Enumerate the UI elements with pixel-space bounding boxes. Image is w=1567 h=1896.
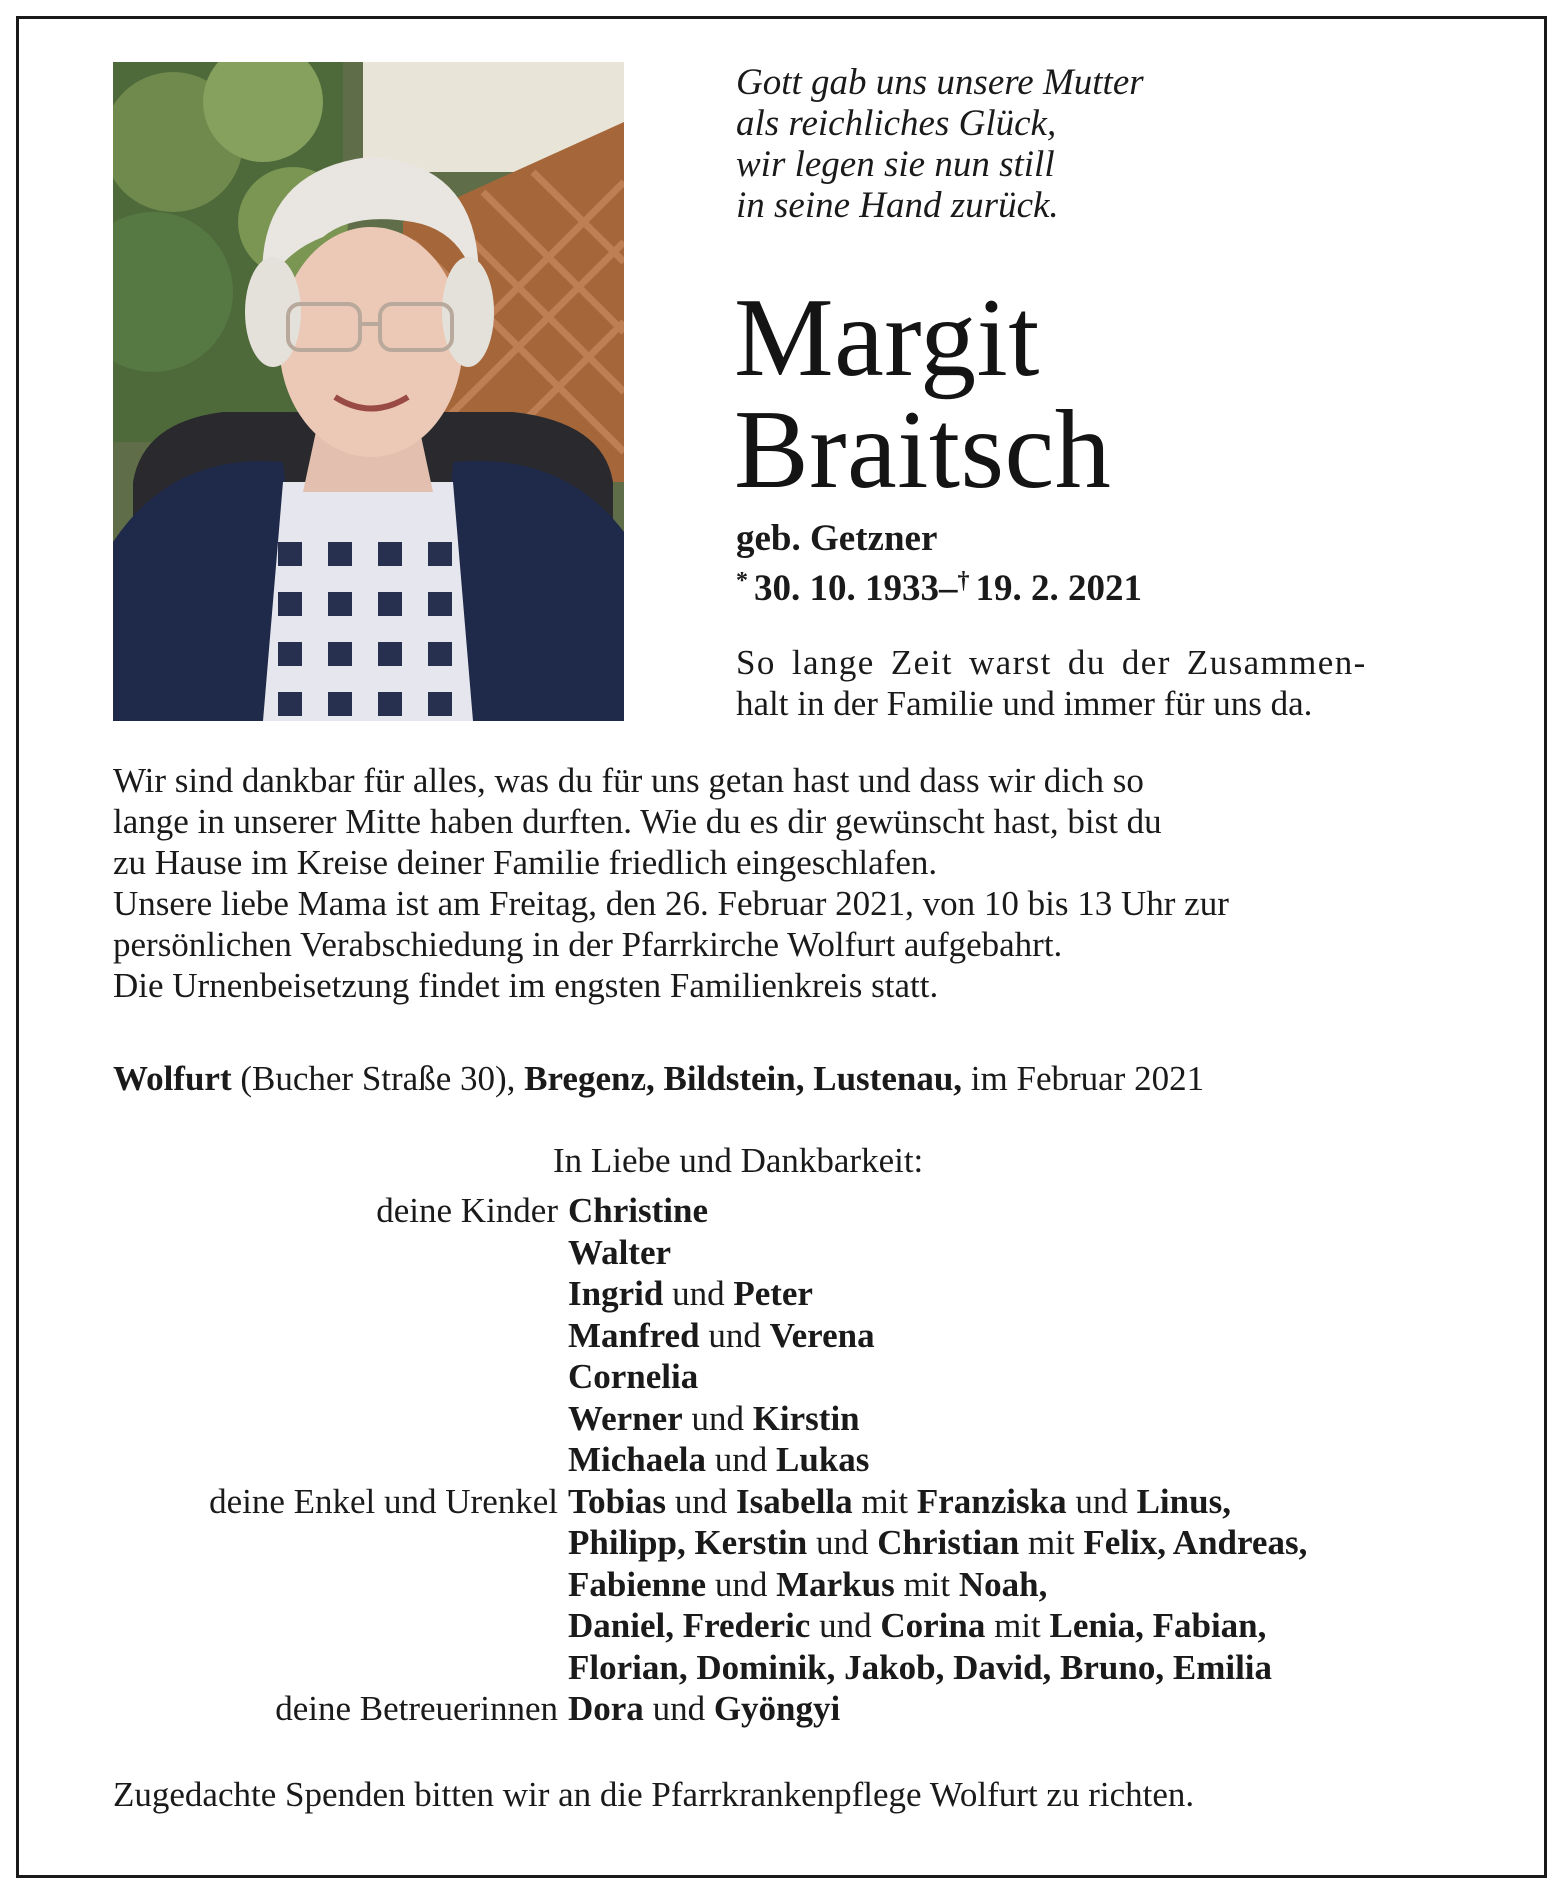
paragraph-line: Die Urnenbeisetzung findet im engsten Familienkreis statt. — [113, 966, 939, 1005]
conjunction: und — [699, 1315, 770, 1355]
conjunction: und — [1066, 1481, 1137, 1521]
conjunction: und — [810, 1606, 881, 1645]
mourner-name: Markus — [776, 1564, 895, 1604]
poem-line: wir legen sie nun still — [736, 144, 1055, 185]
mourner-name: Ingrid — [568, 1274, 664, 1313]
mourner-name: Gyöngyi — [713, 1689, 841, 1728]
conjunction: und — [807, 1523, 878, 1562]
intro-text — [736, 642, 1456, 724]
mourner-name: Lukas — [776, 1440, 870, 1479]
poem-line: als reichliches Glück, — [736, 103, 1057, 144]
conjunction: mit — [894, 1564, 959, 1604]
children-label: deine Kinder — [376, 1191, 558, 1230]
paragraph-line: persönlichen Verabschiedung in der Pfarrkirche Wolfurt aufgebahrt. — [113, 925, 1063, 964]
address: (Bucher Straße 30), — [231, 1059, 525, 1098]
death-symbol: † — [957, 568, 970, 594]
birth-date: 30. 10. 1933 — [754, 568, 939, 609]
poem-line: Gott gab uns unsere Mutter — [736, 62, 1144, 103]
paragraph-line: lange in unserer Mitte haben durften. Wie du es dir gewünscht hast, bist du — [113, 802, 1162, 841]
conjunction: mit — [852, 1481, 917, 1521]
mourner-name: Michaela — [568, 1440, 707, 1479]
mourner-name: Linus, — [1136, 1481, 1231, 1521]
mourner-name: Cornelia — [568, 1357, 699, 1396]
mourner-name: Christine — [568, 1191, 708, 1230]
mourner-name: Florian, Dominik, Jakob, David, Bruno, Emilia — [568, 1647, 1273, 1687]
children-group — [100, 1190, 1520, 1481]
caregivers-label: deine Betreuerinnen — [275, 1689, 558, 1728]
poem-line: in seine Hand zurück. — [736, 185, 1059, 226]
mourner-name: Fabienne — [568, 1564, 707, 1604]
notice-date: im Februar 2021 — [962, 1059, 1205, 1098]
mourner-name: Philipp, Kerstin — [568, 1523, 808, 1562]
life-dates — [736, 560, 1142, 610]
conjunction: und — [706, 1564, 777, 1604]
mourner-name: Corina — [880, 1606, 986, 1645]
poem — [736, 62, 1496, 226]
conjunction: und — [663, 1274, 734, 1313]
date-dash: – — [939, 568, 958, 609]
conjunction: und — [682, 1398, 753, 1438]
birth-name: geb. Getzner — [736, 518, 938, 559]
mourner-name: Kirstin — [752, 1398, 860, 1438]
town: Wolfurt — [113, 1059, 232, 1098]
paragraph-line: zu Hause im Kreise deiner Familie friedlich eingeschlafen. — [113, 843, 938, 882]
mourner-name: Dora — [568, 1689, 644, 1728]
main-paragraph — [113, 760, 1493, 1006]
birth-symbol: * — [736, 568, 748, 594]
mourner-name: Verena — [769, 1315, 875, 1355]
mourner-name: Christian — [877, 1523, 1020, 1562]
intro-line: halt in der Familie und immer für uns da. — [736, 684, 1313, 723]
place-and-date — [113, 1058, 1204, 1100]
paragraph-line: Wir sind dankbar für alles, was du für uns getan hast und dass wir dich so — [113, 761, 1144, 800]
mourner-name: Franziska — [916, 1481, 1067, 1521]
mourner-name: Lenia, Fabian, — [1049, 1606, 1267, 1645]
mourner-name: Peter — [733, 1274, 813, 1313]
mourner-name: Isabella — [735, 1481, 853, 1521]
mourners-heading: In Liebe und Dankbarkeit: — [553, 1141, 924, 1180]
paragraph-line: Unsere liebe Mama ist am Freitag, den 26. Februar 2021, von 10 bis 13 Uhr zur — [113, 884, 1229, 923]
conjunction: mit — [985, 1606, 1050, 1645]
mourner-name: Walter — [568, 1232, 672, 1272]
death-date: 19. 2. 2021 — [975, 568, 1142, 609]
mourner-name: Felix, Andreas, — [1083, 1523, 1308, 1562]
conjunction: mit — [1019, 1523, 1084, 1562]
mourner-name: Daniel, Frederic — [568, 1606, 811, 1645]
grandchildren-group — [100, 1481, 1520, 1689]
mourners-list — [100, 1190, 1520, 1730]
mourner-name: Noah, — [958, 1564, 1048, 1604]
portrait-photo — [113, 62, 624, 721]
last-name: Braitsch — [734, 388, 1112, 512]
intro-line: So lange Zeit warst du der Zusammen- — [736, 643, 1367, 682]
other-places: Bregenz, Bildstein, Lustenau, — [524, 1059, 963, 1098]
mourner-name: Tobias — [568, 1481, 666, 1521]
mourner-name: Manfred — [568, 1315, 700, 1355]
deceased-name — [734, 276, 1112, 512]
caregivers-group — [100, 1688, 1520, 1730]
conjunction: und — [643, 1689, 714, 1728]
conjunction: und — [665, 1481, 736, 1521]
donation-note: Zugedachte Spenden bitten wir an die Pfarrkrankenpflege Wolfurt zu richten. — [113, 1775, 1195, 1814]
conjunction: und — [706, 1440, 777, 1479]
grandchildren-label: deine Enkel und Urenkel — [209, 1481, 558, 1521]
mourner-name: Werner — [568, 1398, 683, 1438]
first-name: Margit — [734, 276, 1040, 400]
